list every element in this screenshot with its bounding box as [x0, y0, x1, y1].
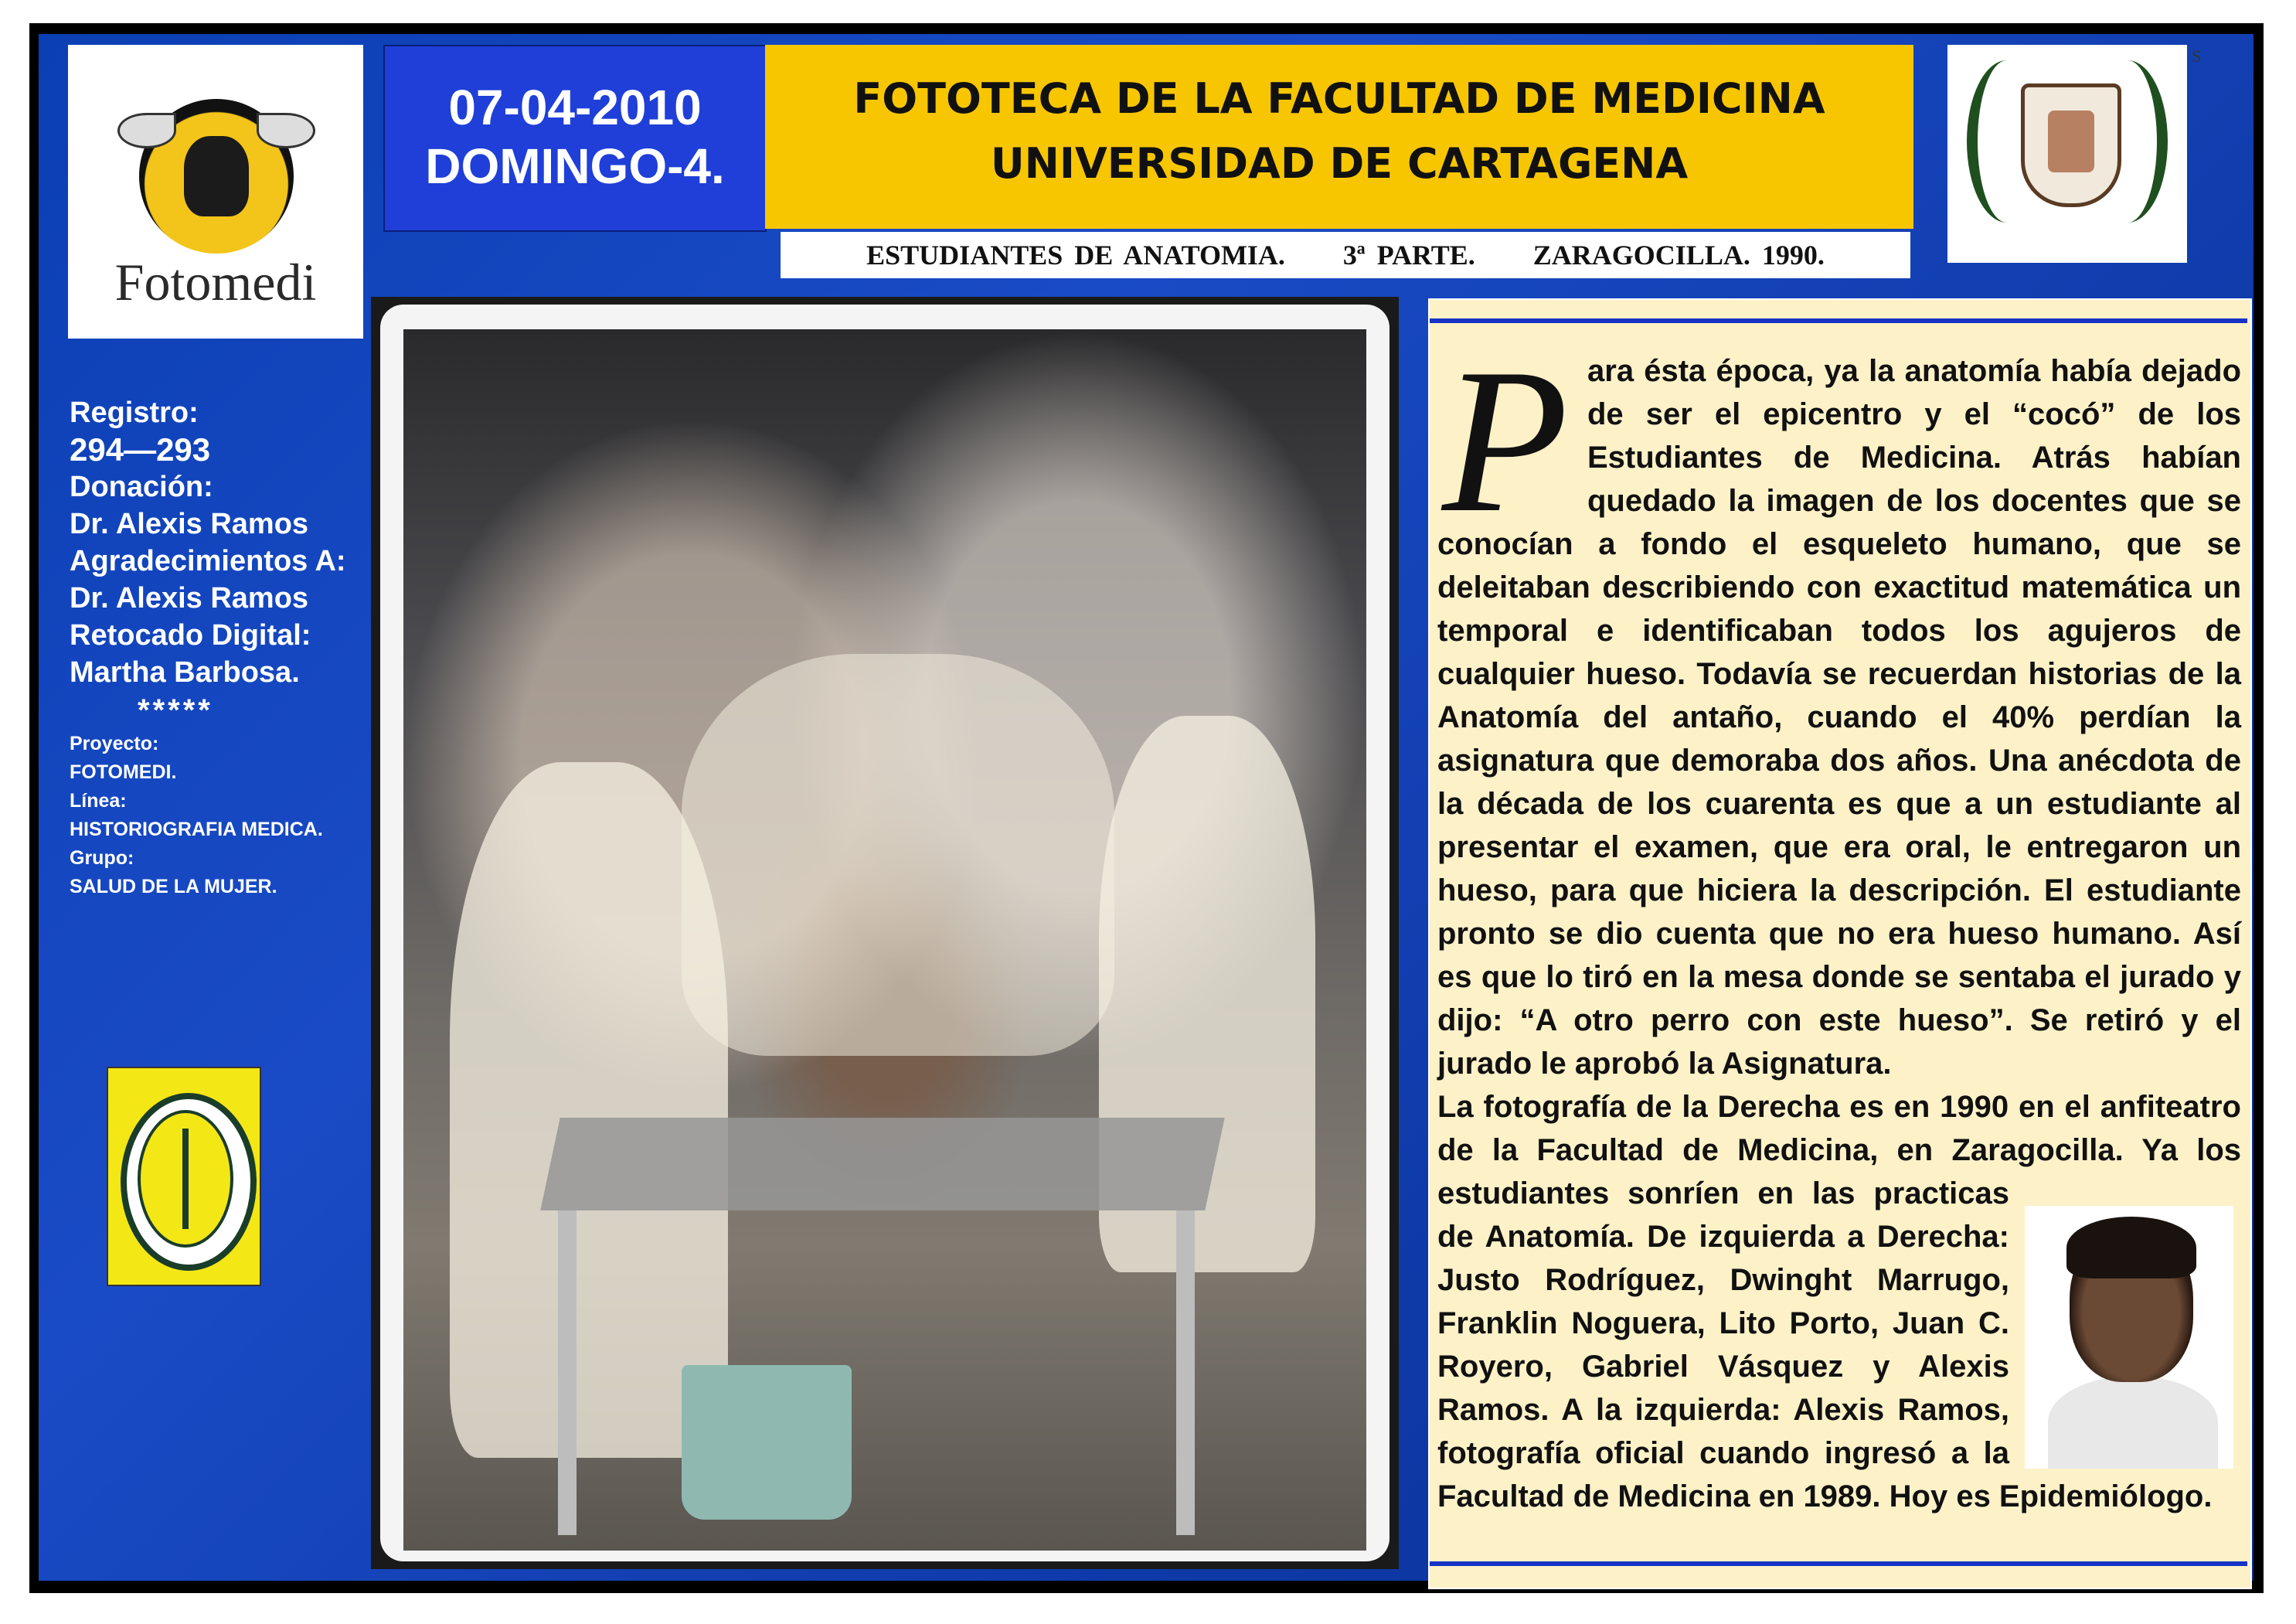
drop-cap: P [1442, 325, 1569, 555]
article-line: hueso, para que hiciera la descripción. El estudiante [1437, 873, 2241, 907]
camera-caduceus-icon [139, 99, 294, 254]
fotomedi-logo [68, 45, 363, 339]
proyecto-label: Proyecto: [70, 733, 159, 754]
title-line-1: FOTOTECA DE LA FACULTAD DE MEDICINA [853, 74, 1825, 123]
sidebar-credits [70, 394, 379, 901]
article-line: Franklin Noguera, Lito Porto, Juan C. [1437, 1306, 2009, 1340]
day-text: DOMINGO-4. [425, 138, 725, 194]
article-line: de Anatomía. De izquierda a Derecha: [1437, 1220, 2009, 1254]
shield-icon [2021, 83, 2121, 207]
article-line: La fotografía de la Derecha es en 1990 en el anfiteatro [1437, 1090, 2241, 1124]
linea-value: HISTORIOGRAFIA MEDICA. [70, 819, 323, 840]
article-line: conocían a fondo el esqueleto humano, que se [1437, 527, 2241, 561]
title-box [765, 45, 1913, 229]
linea-label: Línea: [70, 790, 127, 812]
article-line: asignatura que demoraba dos años. Una anécdota de [1437, 744, 2241, 778]
logo-text: Fotomedi [114, 253, 317, 312]
donacion-label: Donación: [70, 471, 213, 503]
article-line: cualquier hueso. Todavía se recuerdan historias de la [1437, 657, 2241, 691]
donacion-value: Dr. Alexis Ramos [70, 508, 309, 540]
university-crest [1947, 45, 2187, 263]
article-line: deleitaban describiendo con exactitud matemática un [1437, 570, 2241, 604]
article-line: jurado le aprobó la Asignatura. [1437, 1047, 1892, 1081]
article-line: temporal e identificaban todos los agujeros de [1437, 614, 2241, 648]
article-line: fotografía oficial cuando ingresó a la [1437, 1436, 2009, 1470]
registro-label: Registro: [70, 397, 199, 429]
article-line: Ramos. A la izquierda: Alexis Ramos, [1437, 1393, 2009, 1427]
article-line: estudiantes sonríen en las practicas [1437, 1176, 2009, 1210]
article-line: es que lo tiró en la mesa donde se sentaba el jurado y [1437, 960, 2241, 994]
date-text: 07-04-2010 [448, 80, 702, 135]
photo-frame [371, 297, 1399, 1569]
article-line: presentar el examen, que era oral, le entregaron un [1437, 830, 2241, 864]
article-line: quedado la imagen de los docentes que se [1587, 484, 2241, 518]
grupo-label: Grupo: [70, 847, 134, 869]
date-box [383, 45, 767, 232]
article-line: pronto se dio cuenta que no era hueso humano. Así [1437, 917, 2241, 951]
agradecimientos-label: Agradecimientos A: [70, 545, 346, 577]
bottom-rule [1430, 1561, 2247, 1566]
agradecimientos-value: Dr. Alexis Ramos [70, 582, 309, 615]
portrait-photo [2025, 1206, 2233, 1469]
title-line-2: UNIVERSIDAD DE CARTAGENA [990, 139, 1689, 188]
article-line: de ser el epicentro y el “cocó” de los [1587, 397, 2241, 431]
stars-divider: ***** [138, 693, 213, 727]
top-rule [1430, 318, 2247, 323]
article-line: Estudiantes de Medicina. Atrás habían [1587, 441, 2241, 475]
article-line: ara ésta época, ya la anatomía había dejado [1587, 354, 2241, 388]
photo-paper [380, 305, 1390, 1561]
anatomy-students-photo [403, 329, 1366, 1551]
article-line: la década de los cuarenta es que a un estudiante al [1437, 787, 2241, 821]
article-line: Anatomía del antaño, cuando el 40% perdían la [1437, 700, 2241, 734]
article-line: dijo: “A otro perro con este hueso”. Se retiró y el [1437, 1003, 2241, 1037]
article-line: Facultad de Medicina en 1989. Hoy es Epidemiólogo. [1437, 1479, 2213, 1513]
article-line: Justo Rodríguez, Dwinght Marrugo, [1437, 1263, 2009, 1297]
registro-value: 294—293 [70, 431, 211, 468]
grupo-value: SALUD DE LA MUJER. [70, 876, 277, 897]
article-line: de la Facultad de Medicina, en Zaragocilla. Ya los [1437, 1133, 2241, 1167]
proyecto-value: FOTOMEDI. [70, 761, 177, 783]
university-seal [107, 1067, 261, 1286]
retocado-label: Retocado Digital: [70, 619, 311, 652]
subtitle: ESTUDIANTES DE ANATOMIA. 3ª PARTE. ZARAGOCILLA. 1990. [781, 232, 1910, 278]
retocado-value: Martha Barbosa. [70, 656, 300, 689]
article-line: Royero, Gabriel Vásquez y Alexis [1437, 1350, 2009, 1384]
corner-mark: S [2192, 46, 2202, 66]
caduceus-seal-icon [121, 1093, 257, 1271]
